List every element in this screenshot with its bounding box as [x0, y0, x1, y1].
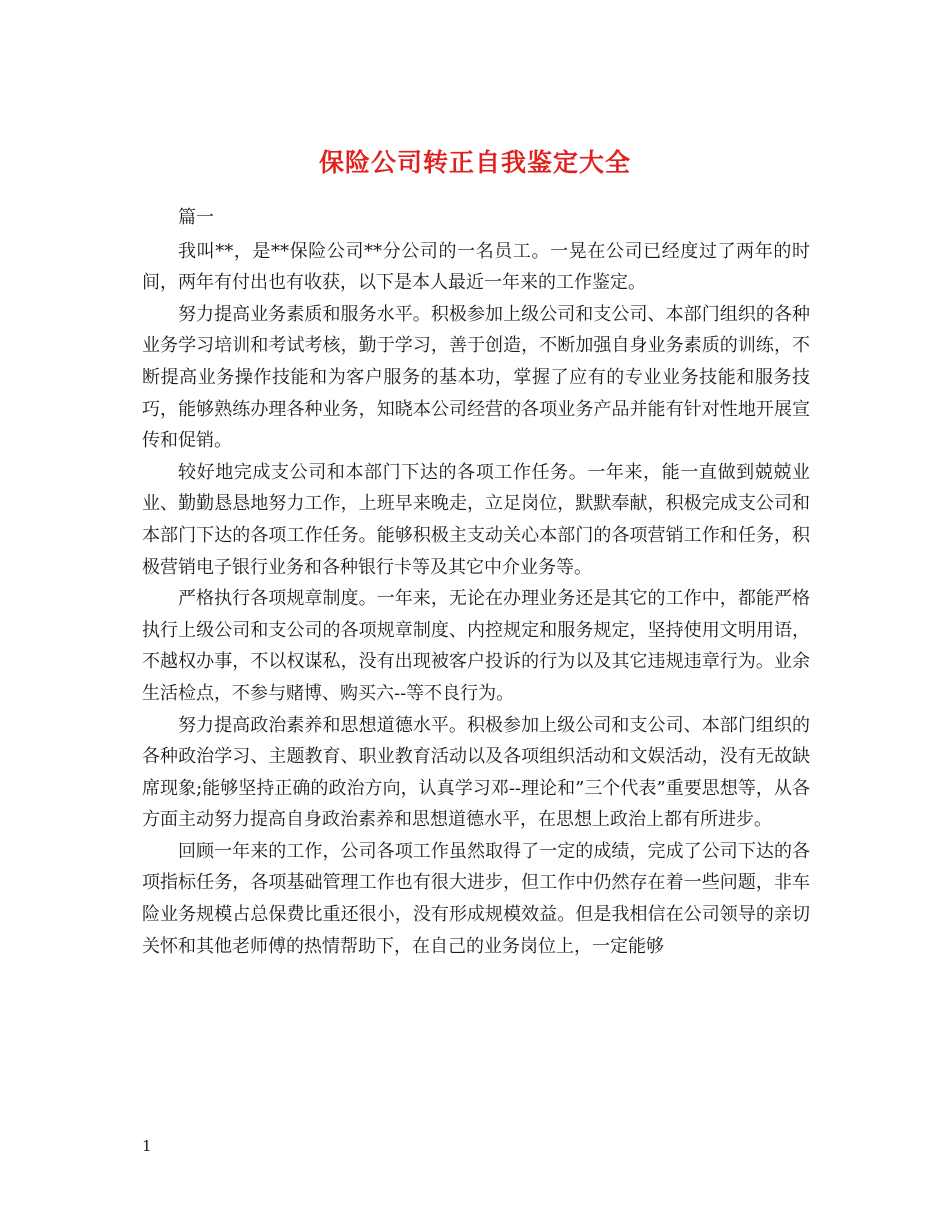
- paragraph-review: 回顾一年来的工作，公司各项工作虽然取得了一定的成绩，完成了公司下达的各项指标任务，各项基础管理工作也有很大进步，但工作中仍然存在着一些问题，非车险业务规模占总保费比重还很小，没有形成规模效益。但是我相信在公司领导的亲切关怀和其他老师傅的热情帮助下，在自己的业务岗位上，一定能够: [142, 840, 810, 957]
- document-body: [142, 202, 810, 962]
- paragraph-intro: 我叫**，是**保险公司**分公司的一名员工。一晃在公司已经度过了两年的时间，两年有付出也有收获，以下是本人最近一年来的工作鉴定。: [142, 240, 810, 294]
- paragraph-rules-compliance: 严格执行各项规章制度。一年来，无论在办理业务还是其它的工作中，都能严格执行上级公司和支公司的各项规章制度、内控规定和服务规定，坚持使用文明用语，不越权办事，不以权谋私，没有出现被客户投诉的行为以及其它违规违章行为。业余生活检点，不参与赌博、购买六--等不良行为。: [142, 588, 810, 704]
- page-number: 1: [142, 1137, 152, 1155]
- paragraph-business-quality: 努力提高业务素质和服务水平。积极参加上级公司和支公司、本部门组织的各种业务学习培训和考试考核，勤于学习，善于创造，不断加强自身业务素质的训练，不断提高业务操作技能和为客户服务的基本功，掌握了应有的专业业务技能和服务技巧，能够熟练办理各种业务，知晓本公司经营的各项业务产品并能有针对性地开展宣传和促销。: [142, 303, 810, 452]
- paragraph-political-quality: 努力提高政治素养和思想道德水平。积极参加上级公司和支公司、本部门组织的各种政治学习、主题教育、职业教育活动以及各项组织活动和文娱活动，没有无故缺席现象;能够坚持正确的政治方向，认真学习邓--理论和”三个代表”重要思想等，从各方面主动努力提高自身政治素养和思想道德水平，在思想上政治上都有所进步。: [142, 714, 810, 831]
- section-label: 篇一: [178, 207, 214, 228]
- document-title: 保险公司转正自我鉴定大全: [318, 147, 631, 177]
- paragraph-task-completion: 较好地完成支公司和本部门下达的各项工作任务。一年来，能一直做到兢兢业业、勤勤恳恳地努力工作，上班早来晚走，立足岗位，默默奉献，积极完成支公司和本部门下达的各项工作任务。能够积极主支动关心本部门的各项营销工作和任务，积极营销电子银行业务和各种银行卡等及其它中介业务等。: [142, 461, 810, 578]
